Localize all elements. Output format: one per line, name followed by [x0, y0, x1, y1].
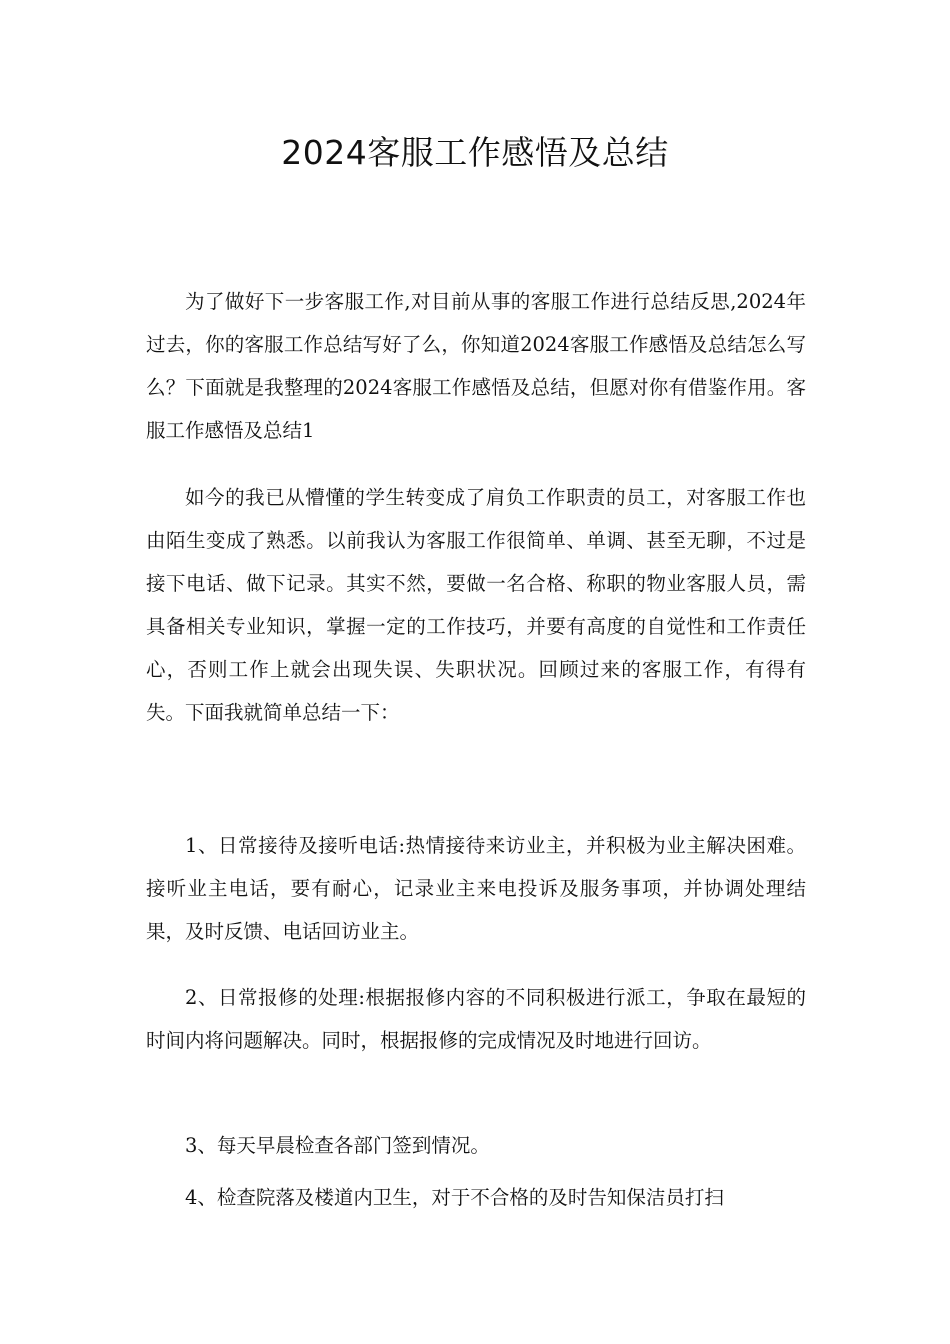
list-item — [146, 1176, 806, 1219]
list-item — [146, 976, 806, 1062]
list-item — [146, 824, 806, 953]
paragraph: 如今的我已从懵懂的学生转变成了肩负工作职责的员工，对客服工作也由陌生变成了熟悉。以前我认为客服工作很简单、单调、甚至无聊，不过是接下电话、做下记录。其实不然，要做一名合格、称职的物业客服人员，需具备相关专业知识，掌握一定的工作技巧，并要有高度的自觉性和工作责任心，否则工作上就会出现失误、失职状况。回顾过来的客服工作，有得有失。下面我就简单总结一下： — [146, 486, 806, 724]
body-paragraph — [146, 476, 806, 734]
list-item-text: 2、日常报修的处理:根据报修内容的不同积极进行派工，争取在最短的时间内将问题解决。同时，根据报修的完成情况及时地进行回访。 — [146, 986, 806, 1052]
list-item — [146, 1124, 806, 1167]
page-title: 2024客服工作感悟及总结 — [281, 133, 669, 172]
paragraph: 为了做好下一步客服工作,对目前从事的客服工作进行总结反思,2024年过去，你的客服工作总结写好了么，你知道2024客服工作感悟及总结怎么写么？下面就是我整理的2024客服工作感悟及总结，但愿对你有借鉴作用。客服工作感悟及总结1 — [146, 290, 806, 442]
list-item-text: 1、日常接待及接听电话:热情接待来访业主，并积极为业主解决困难。接听业主电话，要有耐心，记录业主来电投诉及服务事项，并协调处理结果，及时反馈、电话回访业主。 — [146, 834, 806, 943]
list-item-text: 3、每天早晨检查各部门签到情况。 — [185, 1134, 490, 1157]
intro-paragraph — [146, 280, 806, 452]
list-item-text: 4、检查院落及楼道内卫生，对于不合格的及时告知保洁员打扫 — [185, 1186, 724, 1209]
